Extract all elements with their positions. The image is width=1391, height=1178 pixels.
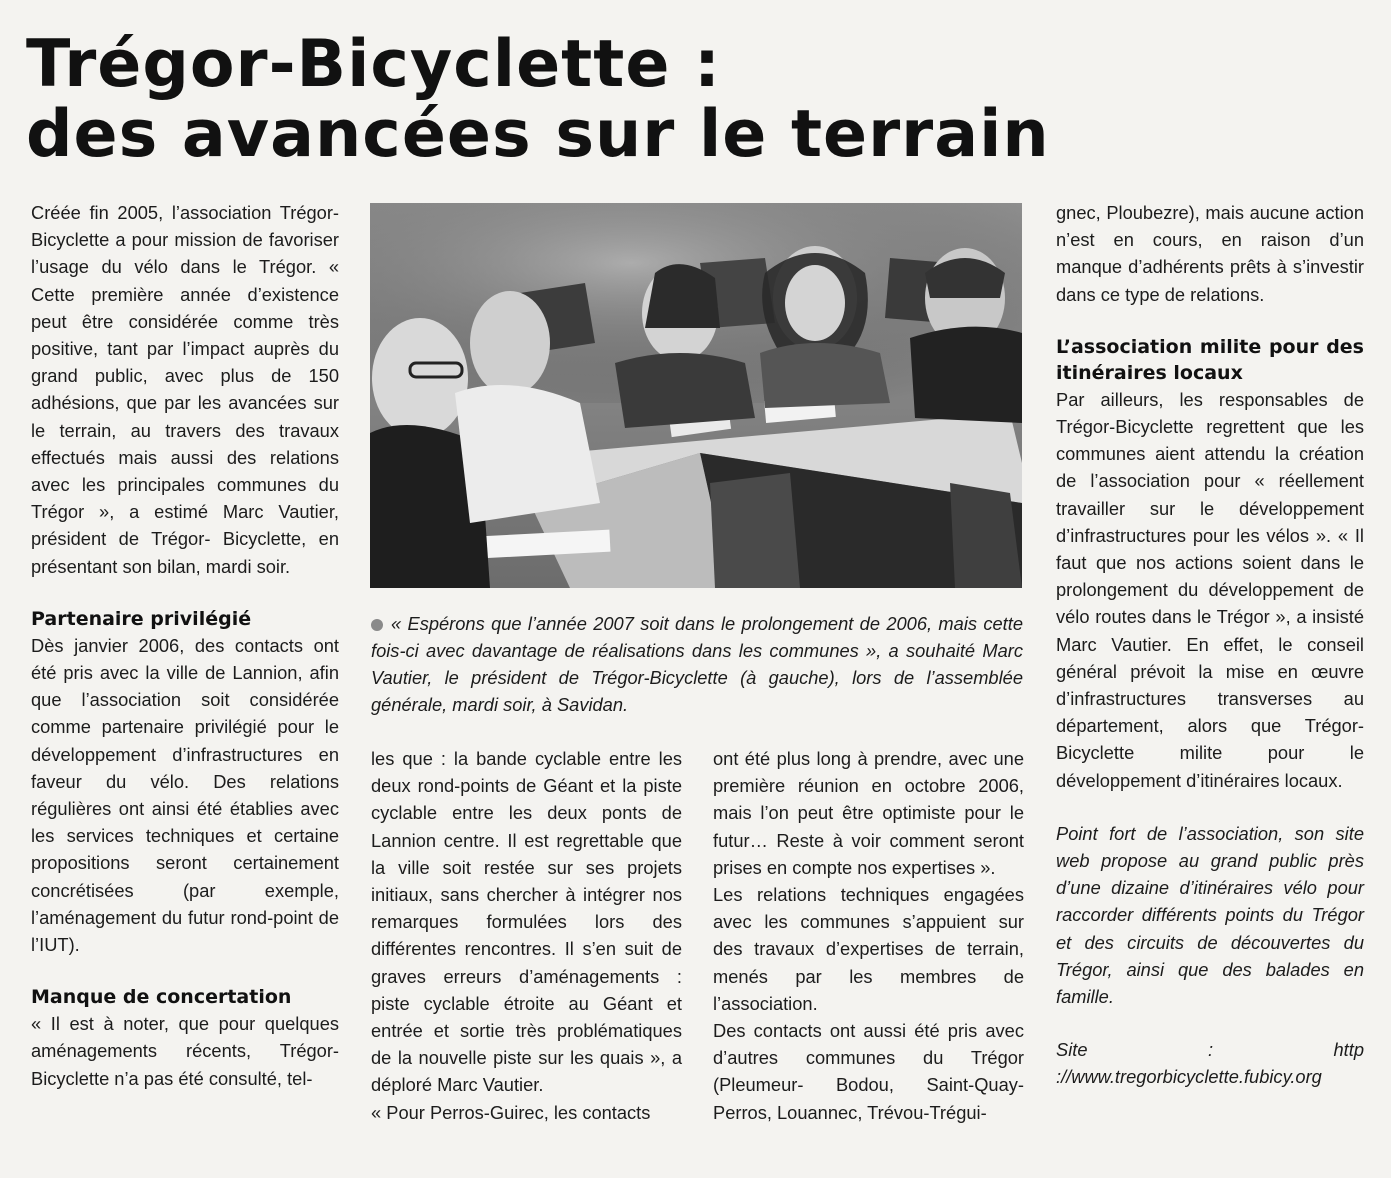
column-3: [713, 745, 1024, 1126]
bullet-icon: [371, 619, 383, 631]
headline-line-2: des avancées sur le terrain: [26, 97, 1050, 172]
paragraph-concertation: « Il est à noter, que pour quelques aménagements récents, Trégor-Bicyclette n’a pas été consulté, tel-: [31, 1013, 339, 1089]
paragraph-website-note: Point fort de l’association, son site web propose au grand public près d’une dizaine d’itinéraires vélo pour raccorder différents points du Trégor et des circuits de découvertes du Trégor, ainsi que des balades en famille.: [1056, 822, 1364, 1008]
paragraph-col4-1: gnec, Ploubezre), mais aucune action n’est en cours, en raison d’un manque d’adhérents prêts à s’investir dans ce type de relations.: [1056, 202, 1364, 305]
paragraph-partenaire: Dès janvier 2006, des contacts ont été pris avec la ville de Lannion, afin que l’association soit considérée comme partenaire privilégié pour le développement d’infrastructures en faveur du vélo. Des relations régulières ont ainsi été établies avec les services techniques et certaine propositions seront certainement concrétisées (par exemple, l’aménagement du futur rond-point de l’IUT).: [31, 634, 339, 956]
column-4: [1056, 199, 1364, 1091]
paragraph-col3-3: Des contacts ont aussi été pris avec d’autres communes du Trégor (Pleumeur- Bodou, Saint-Quay-Perros, Louannec, Trévou-Trégui-: [713, 1020, 1024, 1123]
column-1: [31, 199, 339, 1092]
paragraph-col2-1: les que : la bande cyclable entre les deux rond-points de Géant et la piste cyclable entre les deux ponts de Lannion centre. Il est regrettable que la ville soit restée sur ses projets initiaux, sans chercher à intégrer nos remarques formulées lors des différentes rencontres. Il s’en suit de graves erreurs d’aménagements : piste cyclable étroite au Géant et entrée et sortie très problématiques de la nouvelle piste sur les quais », a déploré Marc Vautier.: [371, 748, 682, 1096]
paragraph-col3-1: ont été plus long à prendre, avec une première réunion en octobre 2006, mais l’on peut être optimiste pour le futur… Reste à voir comment seront prises en compte nos expertises ».: [713, 748, 1024, 878]
photo-caption: [371, 610, 1023, 718]
headline-line-1: Trégor-Bicyclette :: [26, 27, 722, 102]
column-2: [371, 745, 682, 1126]
subheading-partenaire: Partenaire privilégié: [31, 607, 252, 630]
paragraph-col4-2: Par ailleurs, les responsables de Trégor-Bicyclette regrettent que les communes aient attendu la création de l’association pour « réellement travailler sur le développement d’infrastructures pour les vélos ». « Il faut que nos actions soient dans le prolongement du développement de vélo routes dans le Trégor », a insisté Marc Vautier. En effet, le conseil général prévoit la mise en œuvre d’infrastructures transverses au département, alors que Trégor-Bicyclette milite pour le développement d’itinéraires locaux.: [1056, 388, 1364, 791]
caption-text: « Espérons que l’année 2007 soit dans le prolongement de 2006, mais cette fois-ci avec davantage de réalisations dans les communes », a souhaité Marc Vautier, le président de Trégor-Bicyclette (à gauche), lors de l’assemblée générale, mardi soir, à Savidan.: [371, 613, 1023, 715]
article-photo: [370, 203, 1022, 588]
subheading-concertation: Manque de concertation: [31, 986, 292, 1009]
website-link[interactable]: Site : http ://www.tregorbicyclette.fubicy.org: [1056, 1039, 1364, 1088]
paragraph-col3-2: Les relations techniques engagées avec les communes s’appuient sur des travaux d’expertises de terrain, menés par les membres de l’association.: [713, 884, 1024, 1014]
article-headline: [26, 27, 1226, 172]
paragraph-col2-2: « Pour Perros-Guirec, les contacts: [371, 1101, 651, 1123]
meeting-photo-image: [370, 203, 1022, 588]
intro-paragraph: Créée fin 2005, l’association Trégor-Bicyclette a pour mission de favoriser l’usage du vélo dans le Trégor. « Cette première année d’existence peut être considérée comme très positive, tant par l’impact auprès du grand public, avec plus de 150 adhésions, que par les avancées sur le terrain, au travers des travaux effectués mais aussi des relations avec les principales communes du Trégor », a estimé Marc Vautier, président de Trégor- Bicyclette, en présentant son bilan, mardi soir.: [31, 202, 339, 577]
subheading-itineraires: L’association milite pour des itinéraires locaux: [1056, 335, 1364, 384]
